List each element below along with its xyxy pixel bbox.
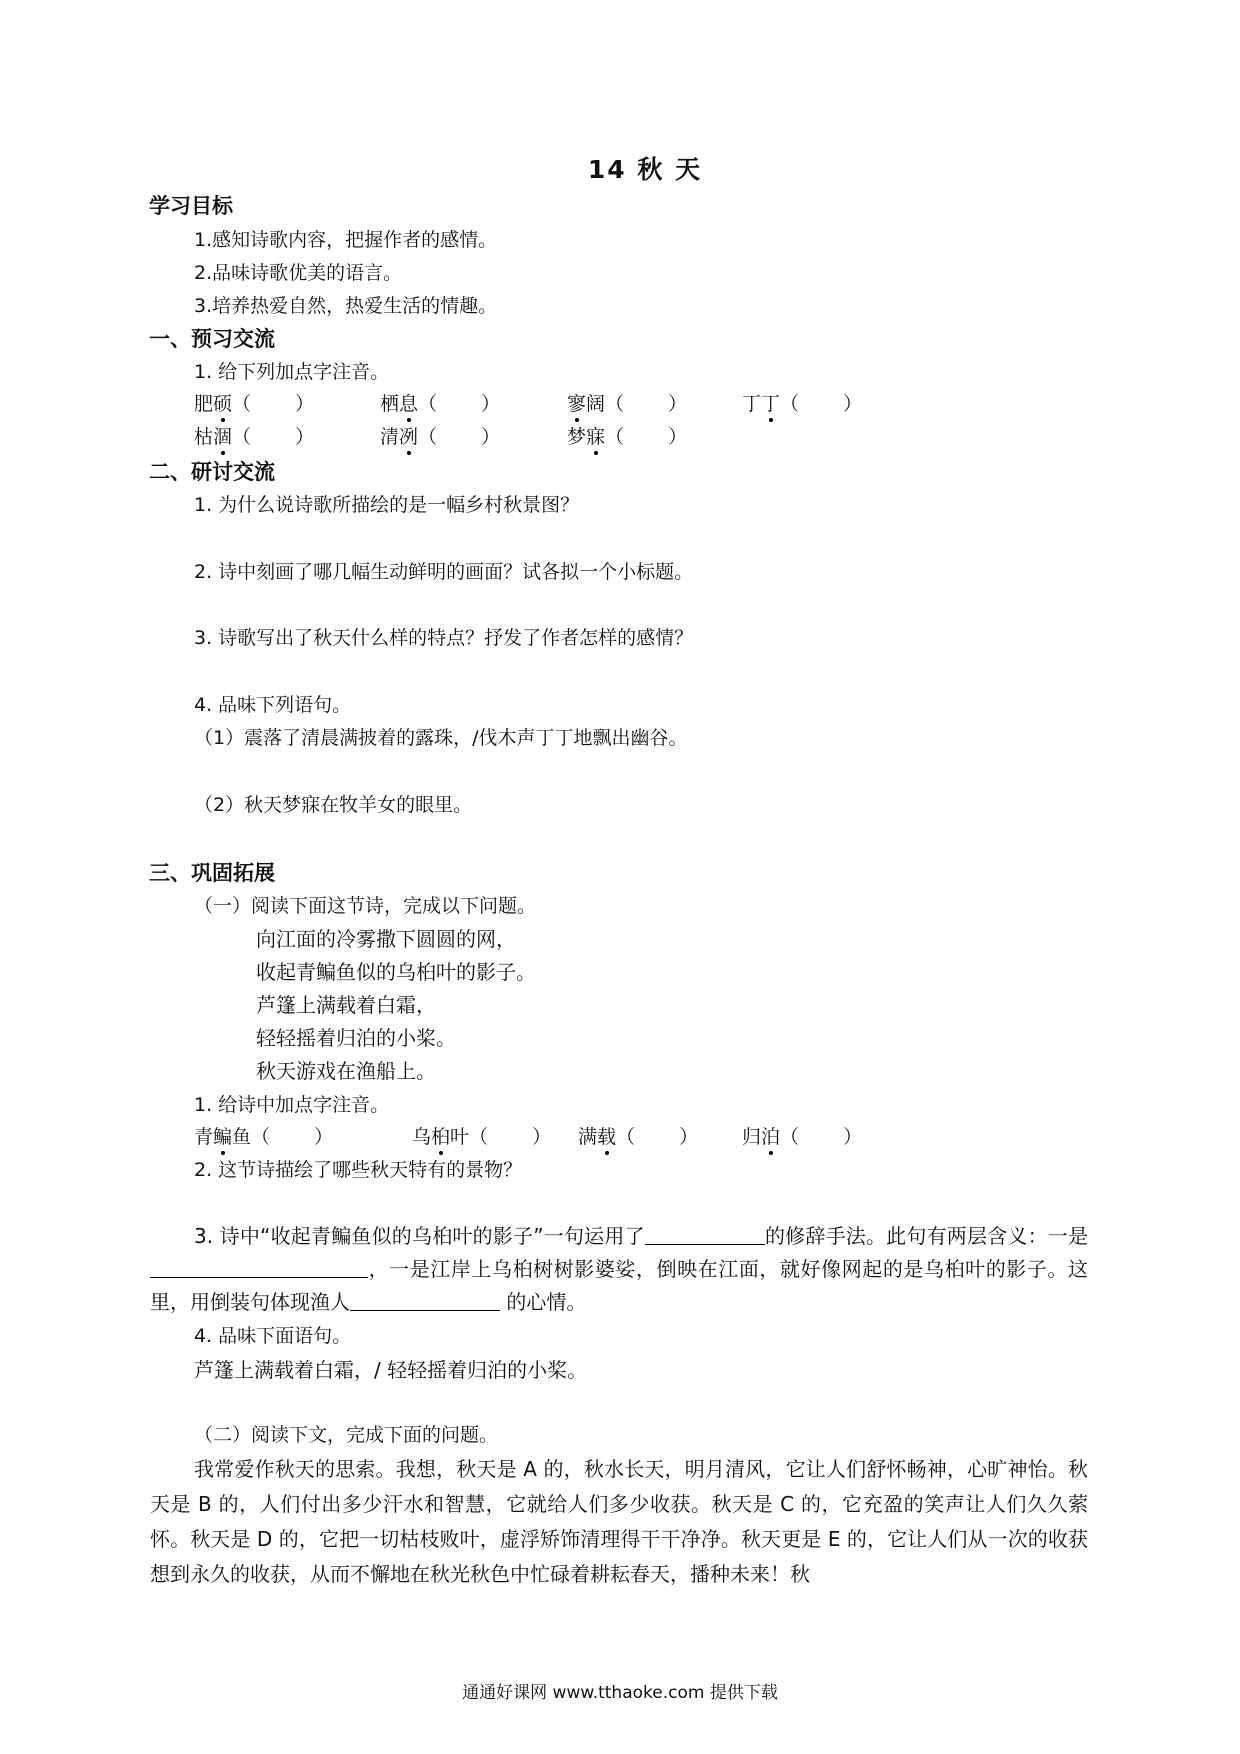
pinyin-item: 满载（ ） bbox=[578, 1126, 699, 1148]
poem-line: 收起青鳊鱼似的乌桕叶的影子。 bbox=[256, 960, 536, 984]
pinyin-item: 清冽（ ） bbox=[380, 426, 501, 448]
section2-question-1: 1. 为什么说诗歌所描绘的是一幅乡村秋景图？ bbox=[194, 494, 580, 516]
section2-question-4: 4. 品味下列语句。 bbox=[194, 694, 352, 716]
section2-sentence-1: （1）震落了清晨满披着的露珠，/伐木声丁丁地飘出幽谷。 bbox=[194, 727, 688, 749]
part1-question-4: 4. 品味下面语句。 bbox=[194, 1325, 352, 1347]
answer-blank[interactable] bbox=[150, 1257, 368, 1278]
pinyin-item: 寥阔（ ） bbox=[567, 393, 688, 415]
pinyin-item: 青鳊鱼（ ） bbox=[194, 1126, 334, 1148]
answer-blank[interactable] bbox=[645, 1224, 765, 1245]
section2-question-2: 2. 诗中刻画了哪几幅生动鲜明的画面？试各拟一个小标题。 bbox=[194, 561, 694, 583]
part2-instruction: （二）阅读下文，完成下面的问题。 bbox=[194, 1424, 499, 1446]
page-footer: 通通好课网 www.tthaoke.com 提供下载 bbox=[462, 1683, 778, 1703]
pinyin-item: 归泊（ ） bbox=[742, 1126, 863, 1148]
poem-line: 秋天游戏在渔船上。 bbox=[256, 1059, 436, 1083]
pinyin-item: 梦寐（ ） bbox=[567, 426, 688, 448]
section1-heading: 一、预习交流 bbox=[149, 327, 275, 351]
poem-line: 向江面的冷雾撒下圆圆的网， bbox=[256, 927, 516, 951]
section2-sentence-2: （2）秋天梦寐在牧羊女的眼里。 bbox=[194, 794, 473, 816]
section2-heading: 二、研讨交流 bbox=[149, 460, 275, 484]
pinyin-item: 栖息（ ） bbox=[380, 393, 501, 415]
part1-instruction: （一）阅读下面这节诗，完成以下问题。 bbox=[194, 895, 537, 917]
objective-item: 2.品味诗歌优美的语言。 bbox=[194, 262, 403, 284]
part1-question-3: 3. 诗中“收起青鳊鱼似的乌桕叶的影子”一句运用了 的修辞手法。此句有两层含义：一是，一是江岸上乌桕树树影婆娑，倒映在江面，就好像网起的是乌桕叶的影子。这里，用倒装句体现渔人 的心情。 bbox=[150, 1224, 1088, 1314]
poem-line: 芦篷上满载着白霜， bbox=[256, 993, 436, 1017]
section2-question-3: 3. 诗歌写出了秋天什么样的特点？抒发了作者怎样的感情？ bbox=[194, 627, 694, 649]
pinyin-item: 乌桕叶（ ） bbox=[412, 1126, 552, 1148]
part1-question-1: 1. 给诗中加点字注音。 bbox=[194, 1094, 390, 1116]
page-title: 14 秋 天 bbox=[587, 155, 703, 184]
objective-item: 3.培养热爱自然，热爱生活的情趣。 bbox=[194, 295, 498, 317]
pinyin-item: 丁丁（ ） bbox=[742, 393, 863, 415]
part1-question-4-sentence: 芦篷上满载着白霜，/ 轻轻摇着归泊的小桨。 bbox=[194, 1358, 588, 1382]
section3-heading: 三、巩固拓展 bbox=[149, 861, 275, 885]
pinyin-item: 枯涸（ ） bbox=[194, 426, 315, 448]
objectives-heading: 学习目标 bbox=[149, 194, 233, 218]
section1-question-1: 1. 给下列加点字注音。 bbox=[194, 361, 390, 383]
pinyin-item: 肥硕（ ） bbox=[194, 393, 315, 415]
objective-item: 1.感知诗歌内容，把握作者的感情。 bbox=[194, 229, 498, 251]
poem-line: 轻轻摇着归泊的小桨。 bbox=[256, 1026, 456, 1050]
part1-question-2: 2. 这节诗描绘了哪些秋天特有的景物？ bbox=[194, 1159, 523, 1181]
reading-passage: 我常爱作秋天的思索。我想，秋天是 A 的，秋水长天，明月清风，它让人们舒怀畅神，心旷神怡。秋天是 B 的，人们付出多少汗水和智慧，它就给人们多少收获。秋天是 C 的，它充盈的笑声让人们久久萦怀。秋天是 D 的，它把一切枯枝败叶，虚浮矫饰清理得干干净净。秋天更是 E 的，它让人们从一次的收获想到永久的收获，从而不懈地在秋光秋色中忙碌着耕耘春天，播种未来！秋 bbox=[150, 1457, 1088, 1586]
answer-blank[interactable] bbox=[350, 1290, 500, 1311]
